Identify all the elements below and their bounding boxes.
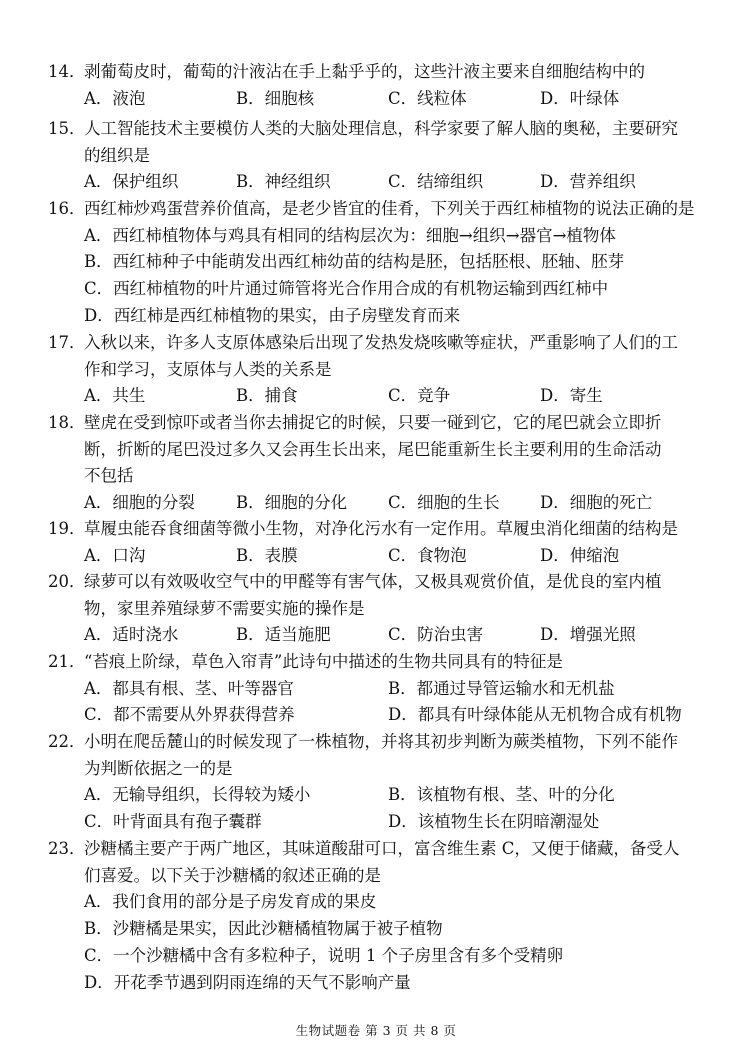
option-b: B．表膜 [236, 545, 298, 565]
options-row [48, 543, 718, 570]
options-row [48, 702, 718, 729]
option-d: D．营养组织 [540, 172, 636, 192]
question-stem-continued: 们喜爱。以下关于沙糖橘的叙述正确的是 [84, 865, 381, 885]
question-stem-continued: 作和学习，支原体与人类的关系是 [84, 359, 332, 379]
options-row [48, 86, 718, 113]
question-number: 16． [48, 199, 86, 218]
options-row [48, 490, 718, 517]
option-a: A．细胞的分裂 [84, 493, 195, 513]
question-16 [48, 196, 718, 330]
question-20 [48, 569, 718, 649]
option-c: C．食物泡 [388, 545, 467, 565]
question-number: 20． [48, 572, 86, 591]
option-d: D．寄生 [540, 386, 603, 406]
question-stem: 壁虎在受到惊吓或者当你去捕捉它的时候，只要一碰到它，它的尾巴就会立即折 [84, 413, 662, 432]
question-stem: 沙糖橘主要产于两广地区，其味道酸甜可口，富含维生素 C，又便于储藏，备受人 [84, 839, 680, 858]
option-d: D．西红柿是西红柿植物的果实，由子房壁发育而来 [84, 305, 461, 325]
question-stem-continued: 断，折断的尾巴没过多久又会再生长出来，尾巴能重新生长主要利用的生命活动 [84, 439, 662, 459]
question-stem: 草履虫能吞食细菌等微小生物，对净化污水有一定作用。草履虫消化细菌的结构是 [84, 519, 678, 538]
question-stem: 人工智能技术主要模仿人类的大脑处理信息，科学家要了解人脑的奥秘，主要研究 [84, 119, 678, 138]
option-d: D．都具有叶绿体能从无机物合成有机物 [388, 705, 682, 725]
option-a: A．口沟 [84, 545, 146, 565]
option-d: D．增强光照 [540, 625, 636, 645]
option-c: C．西红柿植物的叶片通过筛管将光合作用合成的有机物运输到西红柿中 [84, 279, 609, 299]
option-a: A．都具有根、茎、叶等器官 [84, 678, 294, 698]
option-b: B．细胞的分化 [236, 493, 348, 513]
options-row [48, 809, 718, 836]
option-a: A．我们食用的部分是子房发育成的果皮 [84, 892, 377, 912]
question-stem: 绿萝可以有效吸收空气中的甲醛等有害气体，又极具观赏价值，是优良的室内植 [84, 572, 662, 591]
question-17 [48, 330, 718, 410]
question-stem: 剥葡萄皮时，葡萄的汁液沾在手上黏乎乎的，这些汁液主要来自细胞结构中的 [84, 62, 645, 81]
question-stem: 入秋以来，许多人支原体感染后出现了发热发烧咳嗽等症状，严重影响了人们的工 [84, 333, 678, 352]
question-stem: “苔痕上阶绿，草色入帘青”此诗句中描述的生物共同具有的特征是 [84, 652, 563, 671]
option-a: A．适时浇水 [84, 625, 179, 645]
options-row [48, 169, 718, 196]
option-c: C．竞争 [388, 386, 451, 406]
question-number: 18． [48, 413, 86, 432]
question-19 [48, 516, 718, 569]
question-stem: 西红柿炒鸡蛋营养价值高，是老少皆宜的佳肴，下列关于西红柿植物的说法正确的是 [84, 199, 695, 218]
option-b: B．该植物有根、茎、叶的分化 [388, 785, 615, 805]
question-18 [48, 410, 718, 517]
option-b: B．神经组织 [236, 172, 331, 192]
option-c: C．都不需要从外界获得营养 [84, 705, 295, 725]
question-21 [48, 649, 718, 729]
question-14 [48, 59, 718, 112]
options-row [48, 782, 718, 809]
option-b: B．细胞核 [236, 88, 315, 108]
option-c: C．叶背面具有孢子囊群 [84, 812, 262, 832]
question-number: 15． [48, 119, 86, 138]
option-b: B．西红柿种子中能萌发出西红柿幼苗的结构是胚，包括胚根、胚轴、胚芽 [84, 252, 625, 272]
option-a: A．西红柿植物体与鸡具有相同的结构层次为：细胞→组织→器官→植物体 [84, 225, 616, 245]
question-number: 19． [48, 519, 86, 538]
question-number: 14． [48, 62, 86, 81]
option-b: B．适当施肥 [236, 625, 331, 645]
option-d: D．伸缩泡 [540, 545, 620, 565]
option-a: A．液泡 [84, 88, 146, 108]
options-row [48, 622, 718, 649]
option-d: D．开花季节遇到阴雨连绵的天气不影响产量 [84, 972, 411, 992]
option-c: C．线粒体 [388, 88, 467, 108]
option-c: C．一个沙糖橘中含有多粒种子，说明 1 个子房里含有多个受精卵 [84, 945, 564, 965]
options-row [48, 676, 718, 703]
option-a: A．保护组织 [84, 172, 179, 192]
question-number: 17． [48, 333, 86, 352]
question-number: 22． [48, 732, 86, 751]
question-stem-continued: 不包括 [84, 466, 134, 486]
question-stem-continued: 物，家里养殖绿萝不需要实施的操作是 [84, 598, 365, 618]
question-stem-continued: 的组织是 [84, 145, 150, 165]
question-number: 23． [48, 839, 86, 858]
option-a: A．无输导组织，长得较为矮小 [84, 785, 311, 805]
question-stem-continued: 为判断依据之一的是 [84, 758, 233, 778]
option-d: D．该植物生长在阴暗潮湿处 [388, 812, 600, 832]
option-c: C．防治虫害 [388, 625, 484, 645]
question-15 [48, 116, 718, 196]
question-number: 21． [48, 652, 86, 671]
question-23 [48, 836, 718, 996]
option-b: B．都通过导管运输水和无机盐 [388, 678, 615, 698]
option-d: D．细胞的死亡 [540, 493, 653, 513]
option-c: C．细胞的生长 [388, 493, 500, 513]
options-row [48, 383, 718, 410]
page-footer: 生物试题卷 第 3 页 共 8 页 [295, 1023, 457, 1038]
option-b: B．捕食 [236, 386, 298, 406]
option-b: B．沙糖橘是果实，因此沙糖橘植物属于被子植物 [84, 919, 443, 939]
question-stem: 小明在爬岳麓山的时候发现了一株植物，并将其初步判断为蕨类植物，下列不能作 [84, 732, 678, 751]
question-22 [48, 729, 718, 836]
option-c: C．结缔组织 [388, 172, 484, 192]
option-d: D．叶绿体 [540, 88, 620, 108]
option-a: A．共生 [84, 386, 146, 406]
